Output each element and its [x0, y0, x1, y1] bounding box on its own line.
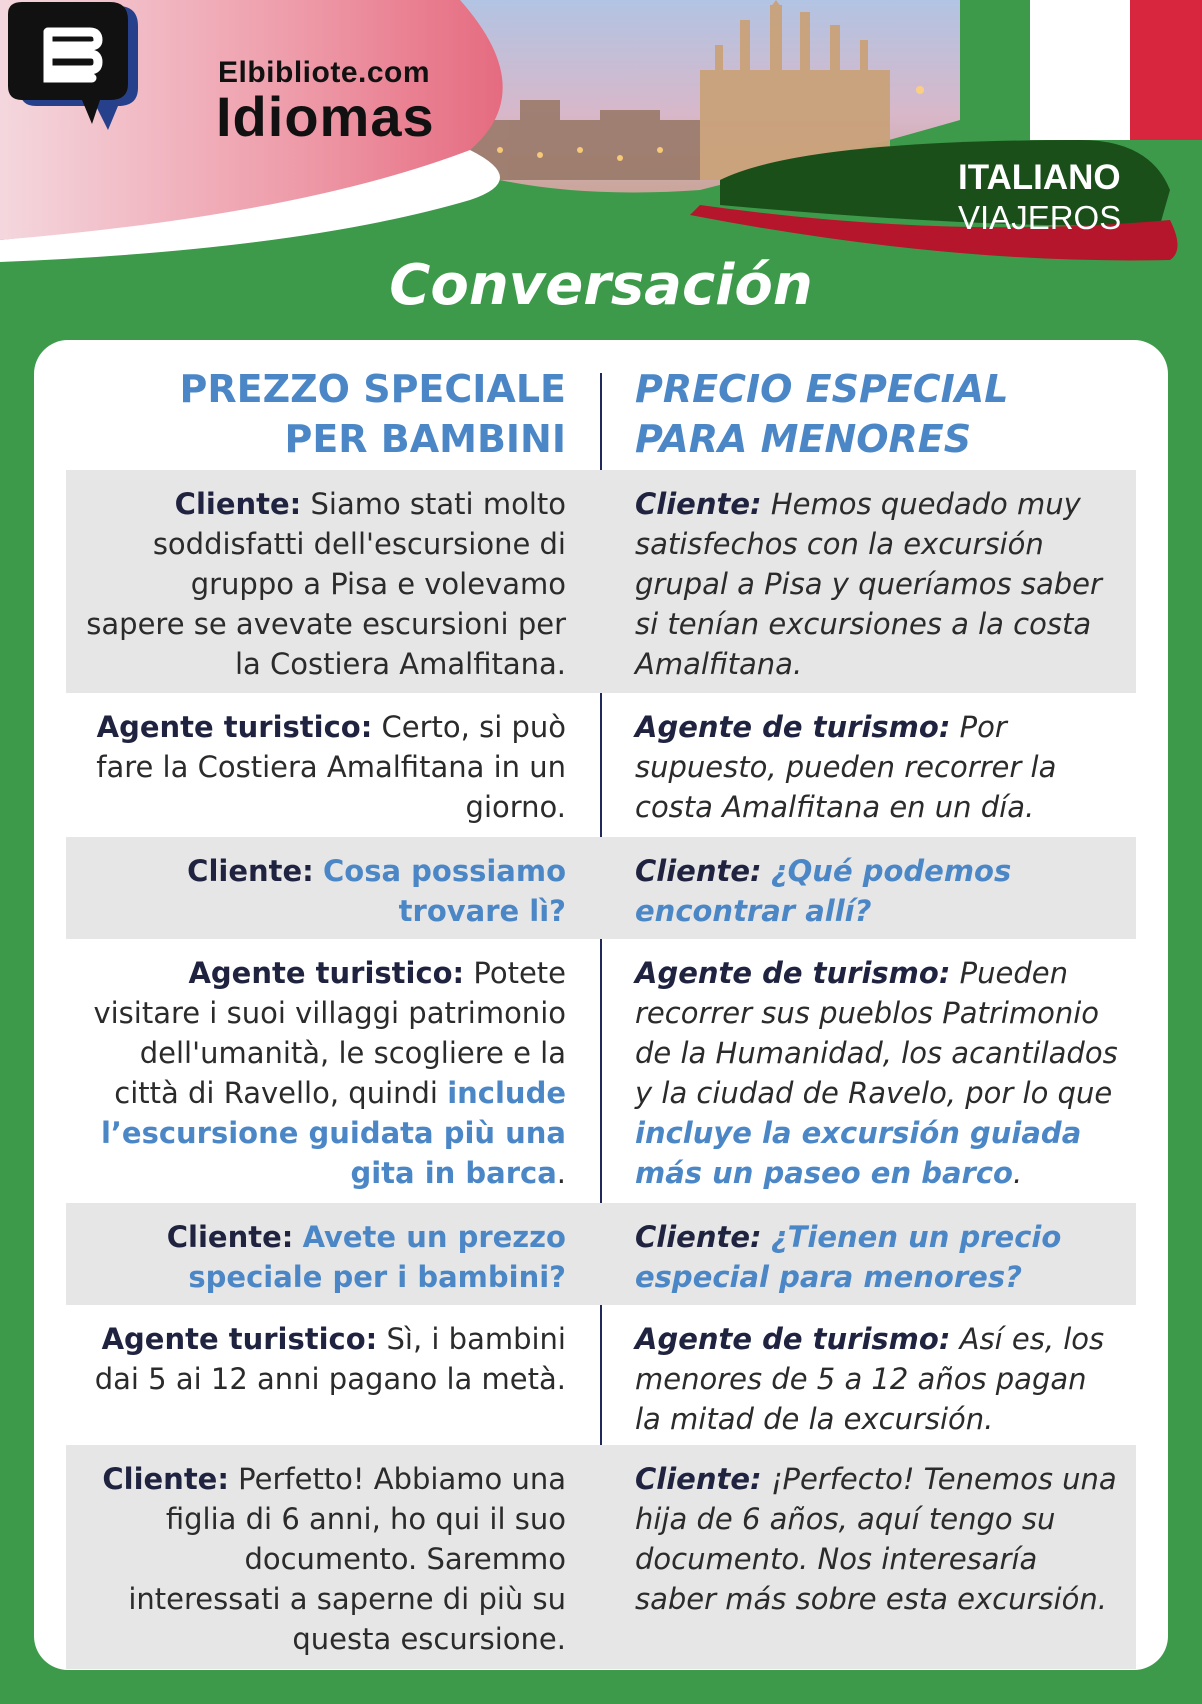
line-text: Siamo stati molto soddisfatti dell'escursione di gruppo a Pisa e volevamo sapere se avevate escursioni per la Costiera Amalfitana. — [86, 487, 566, 681]
speaker-label: Agente turistico: — [96, 710, 373, 744]
italian-line — [66, 837, 600, 939]
highlight-text: include l’escursione guidata più una gita in barca — [100, 1076, 566, 1190]
speaker-label: Cliente: — [635, 1220, 762, 1254]
highlight-text: incluye la excursión guiada más un paseo en barco — [635, 1116, 1082, 1190]
highlight-text: Avete un prezzo speciale per i bambini? — [188, 1220, 566, 1294]
language-tag — [958, 158, 1121, 238]
dialogue-table — [66, 470, 1136, 1669]
language-label: ITALIANO — [958, 158, 1121, 197]
speaker-label: Cliente: — [635, 1462, 762, 1496]
line-text — [314, 854, 323, 888]
speaker-label: Cliente: — [174, 487, 302, 521]
line-text: Certo, si può fare la Costiera Amalfitana in un giorno. — [96, 710, 566, 824]
line-text — [293, 1220, 302, 1254]
spanish-title-line-1: PRECIO ESPECIAL — [635, 367, 1009, 411]
dialogue-row — [66, 470, 1136, 693]
spanish-line — [600, 939, 1136, 1203]
speaker-label: Agente de turismo: — [635, 710, 951, 744]
speaker-label: Cliente: — [102, 1462, 229, 1496]
brand-site: Elbibliote.com — [218, 56, 431, 89]
dialogue-row — [66, 939, 1136, 1203]
line-text: Sì, i bambini dai 5 ai 12 anni pagano la metà. — [94, 1322, 566, 1396]
spanish-line — [600, 837, 1136, 939]
line-text: Así es, los menores de 5 a 12 años pagan la mitad de la excursión. — [635, 1322, 1105, 1436]
italian-title-line-1: PREZZO SPECIALE — [179, 367, 566, 411]
highlight-text: Cosa possiamo trovare lì? — [323, 854, 566, 928]
italian-title-line-2: PER BAMBINI — [284, 417, 566, 461]
dialogue-row — [66, 837, 1136, 939]
spanish-line — [600, 1445, 1136, 1669]
italian-line — [66, 1305, 600, 1445]
dialogue-row — [66, 1305, 1136, 1445]
line-text: Por supuesto, pueden recorrer la costa Amalfitana en un día. — [635, 710, 1057, 824]
highlight-text: ¿Qué podemos encontrar allí? — [635, 854, 1012, 928]
speaker-label: Agente de turismo: — [635, 956, 951, 990]
logo-icon — [0, 0, 150, 130]
italian-line — [66, 693, 600, 837]
italian-column-title — [34, 364, 566, 464]
speaker-label: Cliente: — [166, 1220, 294, 1254]
speaker-label: Agente turistico: — [101, 1322, 378, 1356]
italian-line — [66, 939, 600, 1203]
italian-line — [66, 1445, 600, 1669]
line-end: . — [556, 1156, 566, 1190]
spanish-title-line-2: PARA MENORES — [635, 417, 972, 461]
italian-line — [66, 470, 600, 693]
line-text — [762, 854, 771, 888]
speaker-label: Cliente: — [635, 487, 762, 521]
speaker-label: Agente turistico: — [188, 956, 465, 990]
speaker-label: Cliente: — [187, 854, 314, 888]
line-text: Pueden recorrer sus pueblos Patrimonio de la Humanidad, los acantilados y la ciudad de Ravelo, por lo que — [635, 956, 1118, 1110]
line-text: Potete visitare i suoi villaggi patrimonio dell'umanità, le scogliere e la città di Ravello, quindi — [93, 956, 566, 1110]
dialogue-row — [66, 693, 1136, 837]
level-label: VIAJEROS — [958, 199, 1122, 236]
spanish-line — [600, 693, 1136, 837]
page-title: Conversación — [389, 253, 813, 318]
line-end: . — [1012, 1156, 1023, 1190]
line-text: ¡Perfecto! Tenemos una hija de 6 años, aquí tengo su documento. Nos interesaría saber más sobre esta excursión. — [635, 1462, 1117, 1616]
speaker-label: Cliente: — [635, 854, 762, 888]
spanish-column-title — [635, 364, 1135, 464]
italian-line — [66, 1203, 600, 1305]
spanish-line — [600, 1305, 1136, 1445]
line-text: Hemos quedado muy satisfechos con la excursión grupal a Pisa y queríamos saber si tenían excursiones a la costa Amalfitana. — [635, 487, 1102, 681]
highlight-text: ¿Tienen un precio especial para menores? — [635, 1220, 1062, 1294]
spanish-line — [600, 470, 1136, 693]
line-text — [762, 1220, 771, 1254]
speaker-label: Agente de turismo: — [635, 1322, 951, 1356]
brand-name: Idiomas — [216, 85, 435, 148]
dialogue-row — [66, 1445, 1136, 1669]
spanish-line — [600, 1203, 1136, 1305]
dialogue-row — [66, 1203, 1136, 1305]
line-text: Perfetto! Abbiamo una figlia di 6 anni, ho qui il suo documento. Saremmo interessati a saperne di più su questa escursione. — [128, 1462, 566, 1656]
conversation-card — [34, 340, 1168, 1670]
